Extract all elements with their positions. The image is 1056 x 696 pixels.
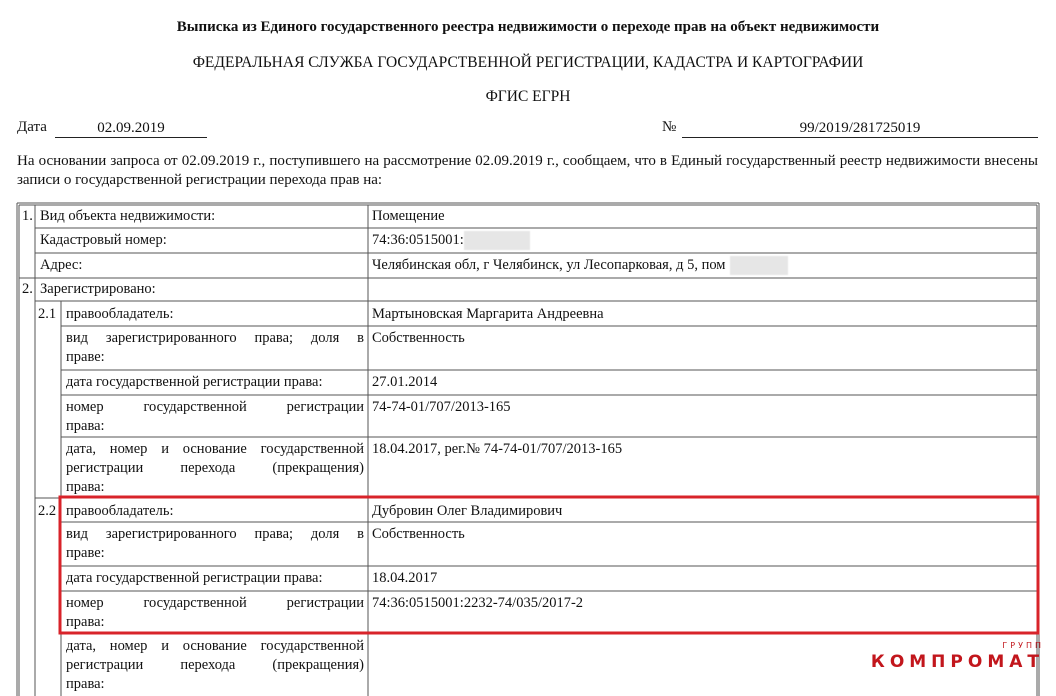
owner2-reg-num-label bbox=[66, 594, 364, 632]
label-line: номер государственной регистрации bbox=[66, 399, 364, 415]
owner2-right-type-value: Собственность bbox=[372, 526, 465, 542]
label-line: регистрации перехода (прекращения) bbox=[66, 657, 364, 673]
owner2-reg-date-value: 18.04.2017 bbox=[372, 570, 438, 586]
owner1-right-type-value: Собственность bbox=[372, 330, 465, 346]
label-line: праве: bbox=[66, 349, 105, 365]
address-label: Адрес: bbox=[40, 257, 83, 273]
owner2-label: правообладатель: bbox=[66, 503, 174, 519]
label-line: праве: bbox=[66, 545, 105, 561]
agency-name: ФЕДЕРАЛЬНАЯ СЛУЖБА ГОСУДАРСТВЕННОЙ РЕГИСТРАЦИИ, КАДАСТРА И КАРТОГРАФИИ bbox=[192, 54, 864, 71]
label-line: права: bbox=[66, 479, 105, 495]
owner1-label: правообладатель: bbox=[66, 306, 174, 322]
intro-paragraph: На основании запроса от 02.09.2019 г., поступившего на рассмотрение 02.09.2019 г., сообщаем, что в Единый государственный реестр недвижимости внесены записи о государственной регистрации перехода прав на: bbox=[17, 153, 1038, 188]
owner1-transfer-value: 18.04.2017, рег.№ 74-74-01/707/2013-165 bbox=[372, 441, 623, 457]
label-line: вид зарегистрированного права; доля в bbox=[66, 526, 364, 542]
watermark-logo: КОМПРОМАТ bbox=[870, 652, 1044, 672]
date-label: Дата bbox=[17, 119, 47, 135]
label-line: номер государственной регистрации bbox=[66, 595, 364, 611]
redacted-block bbox=[464, 231, 530, 250]
date-value: 02.09.2019 bbox=[55, 119, 207, 138]
label-line: права: bbox=[66, 614, 105, 630]
redacted-block bbox=[730, 256, 788, 275]
document-title: Выписка из Единого государственного реестра недвижимости о переходе прав на объект недвижимости bbox=[176, 19, 880, 35]
owner2-transfer-label bbox=[66, 637, 364, 694]
cadastral-number-label: Кадастровый номер: bbox=[40, 232, 167, 248]
object-type-value: Помещение bbox=[372, 208, 445, 224]
section2-num: 2. bbox=[22, 281, 33, 297]
object-type-label: Вид объекта недвижимости: bbox=[40, 208, 216, 224]
owner2-num: 2.2 bbox=[38, 503, 57, 519]
owner1-reg-num-value: 74-74-01/707/2013-165 bbox=[372, 399, 511, 415]
label-line: права: bbox=[66, 418, 105, 434]
owner1-reg-date-label: дата государственной регистрации права: bbox=[66, 374, 323, 390]
address-text: Челябинская обл, г Челябинск, ул Лесопарковая, д 5, пом bbox=[372, 257, 726, 273]
section1-num: 1. bbox=[22, 208, 33, 224]
owner2-value: Дубровин Олег Владимирович bbox=[372, 503, 563, 519]
number-value: 99/2019/281725019 bbox=[682, 119, 1038, 138]
watermark-sup: ГРУПП bbox=[1002, 641, 1044, 650]
owner2-reg-num-value: 74:36:0515001:2232-74/035/2017-2 bbox=[372, 595, 584, 611]
owner1-num: 2.1 bbox=[38, 306, 57, 322]
label-line: права: bbox=[66, 676, 105, 692]
number-label: № bbox=[662, 119, 677, 135]
owner2-reg-date-label: дата государственной регистрации права: bbox=[66, 570, 323, 586]
cadastral-number-text: 74:36:0515001: bbox=[372, 232, 464, 248]
cadastral-number-value bbox=[372, 231, 530, 250]
system-name: ФГИС ЕГРН bbox=[485, 88, 571, 105]
owner1-value: Мартыновская Маргарита Андреевна bbox=[372, 306, 604, 322]
owner1-transfer-label bbox=[66, 440, 364, 497]
label-line: регистрации перехода (прекращения) bbox=[66, 460, 364, 476]
owner1-right-type-label bbox=[66, 329, 364, 367]
label-line: дата, номер и основание государственной bbox=[66, 638, 364, 654]
owner1-reg-num-label bbox=[66, 398, 364, 436]
owner2-right-type-label bbox=[66, 525, 364, 563]
owner1-reg-date-value: 27.01.2014 bbox=[372, 374, 438, 390]
label-line: дата, номер и основание государственной bbox=[66, 441, 364, 457]
registered-label: Зарегистрировано: bbox=[40, 281, 156, 297]
label-line: вид зарегистрированного права; доля в bbox=[66, 330, 364, 346]
address-value bbox=[372, 256, 788, 275]
